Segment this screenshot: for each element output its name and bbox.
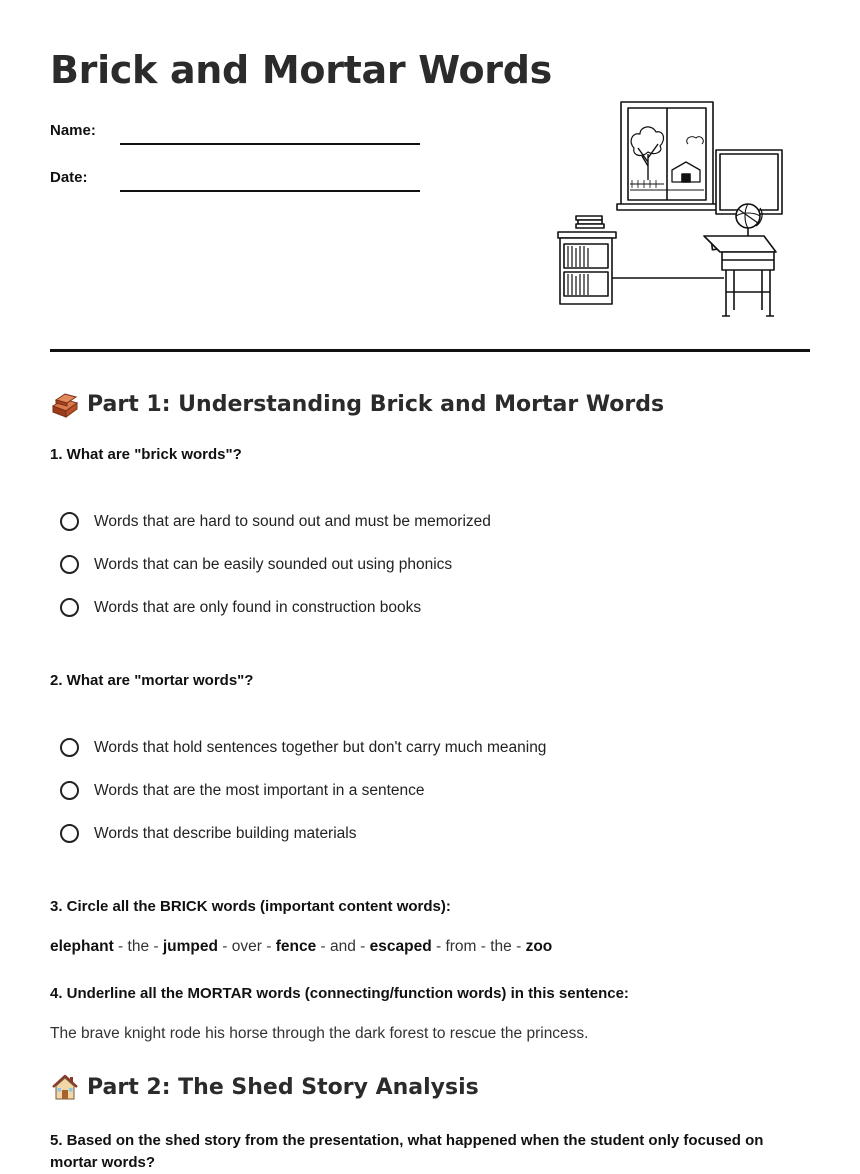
radio-button[interactable] [60, 555, 79, 574]
mortar-word[interactable]: the [127, 938, 150, 955]
part1-heading [50, 390, 664, 418]
radio-button[interactable] [60, 824, 79, 843]
option-label: Words that describe building materials [94, 824, 357, 842]
mortar-word[interactable]: from [445, 938, 477, 955]
word-list [50, 938, 552, 956]
q2-option-3[interactable] [60, 824, 356, 843]
word-separator: - [355, 938, 370, 955]
option-label: Words that are only found in construction books [94, 598, 422, 616]
brick-word[interactable]: fence [275, 938, 317, 955]
option-label: Words that can be easily sounded out using phonics [94, 555, 453, 573]
house-icon [50, 1073, 80, 1101]
date-label: Date: [50, 169, 88, 186]
name-label: Name: [50, 122, 96, 139]
option-label: Words that are hard to sound out and must be memorized [94, 512, 491, 530]
part2-title: Part 2: The Shed Story Analysis [87, 1074, 479, 1100]
option-label: Words that hold sentences together but don't carry much meaning [94, 738, 547, 756]
date-field[interactable] [120, 190, 420, 192]
mortar-word[interactable]: the [490, 938, 512, 955]
question-1: 1. What are "brick words"? [50, 446, 242, 463]
radio-button[interactable] [60, 781, 79, 800]
question-4: 4. Underline all the MORTAR words (connecting/function words) in this sentence: [50, 985, 629, 1002]
desk-illustration [704, 204, 776, 316]
option-label: Words that are the most important in a sentence [94, 781, 425, 799]
word-separator: - [113, 938, 128, 955]
q2-option-1[interactable] [60, 738, 546, 757]
part2-heading [50, 1073, 479, 1101]
radio-button[interactable] [60, 738, 79, 757]
mortar-word[interactable]: over [231, 938, 262, 955]
word-separator: - [511, 938, 526, 955]
brick-word[interactable]: zoo [525, 938, 553, 955]
word-separator: - [261, 938, 276, 955]
name-field[interactable] [120, 143, 420, 145]
word-separator: - [149, 938, 163, 955]
classroom-illustration [548, 96, 793, 324]
window-illustration [617, 102, 717, 210]
q2-option-2[interactable] [60, 781, 425, 800]
page-title: Brick and Mortar Words [50, 48, 552, 92]
brick-word[interactable]: escaped [369, 938, 432, 955]
word-separator: - [476, 938, 491, 955]
word-separator: - [431, 938, 446, 955]
brick-word[interactable]: elephant [50, 938, 114, 955]
question-3: 3. Circle all the BRICK words (important content words): [50, 898, 451, 915]
part1-title: Part 1: Understanding Brick and Mortar Words [87, 391, 665, 417]
question-2: 2. What are "mortar words"? [50, 672, 254, 689]
section-divider [50, 349, 810, 352]
q1-option-3[interactable] [60, 598, 421, 617]
bookshelf-illustration [558, 216, 616, 304]
question-5: 5. Based on the shed story from the presentation, what happened when the student only focused on mortar words? [50, 1132, 764, 1171]
radio-button[interactable] [60, 598, 79, 617]
word-separator: - [217, 938, 232, 955]
q1-option-2[interactable] [60, 555, 452, 574]
brick-icon [50, 390, 80, 418]
word-separator: - [316, 938, 330, 955]
q4-sentence[interactable]: The brave knight rode his horse through the dark forest to rescue the princess. [50, 1025, 589, 1042]
mortar-word[interactable]: and [329, 938, 356, 955]
brick-word[interactable]: jumped [162, 938, 218, 955]
radio-button[interactable] [60, 512, 79, 531]
q1-option-1[interactable] [60, 512, 491, 531]
